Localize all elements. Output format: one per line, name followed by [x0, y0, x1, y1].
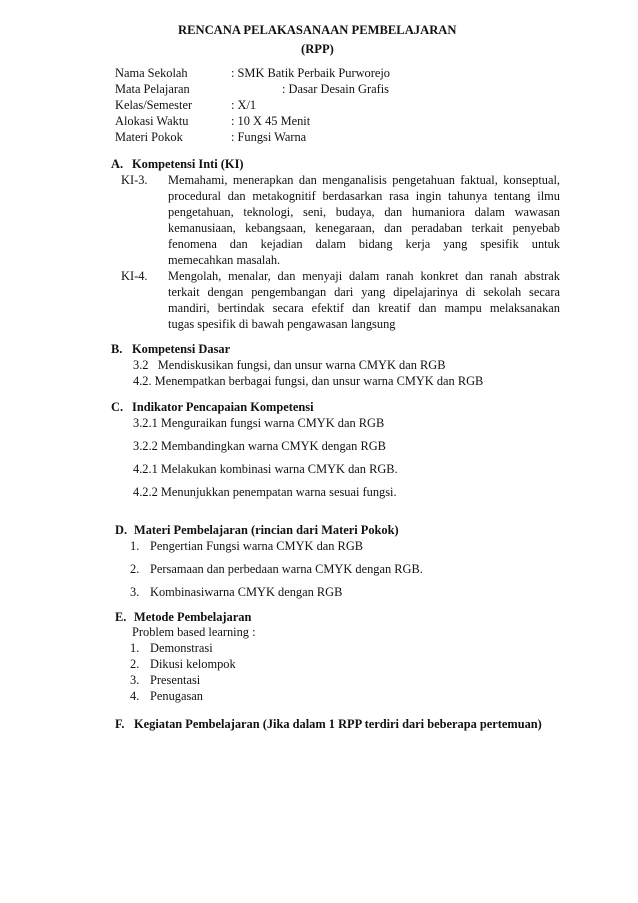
- identity-label: Mata Pelajaran: [115, 82, 190, 96]
- ki3-line: kemanusiaan, kebangsaan, kenegaraan, dan peradaban terkait penyebab: [168, 221, 560, 235]
- identity-value: : 10 X 45 Menit: [231, 114, 311, 128]
- materi-item: Persamaan dan perbedaan warna CMYK dengan RGB.: [150, 562, 423, 576]
- ki3-code: KI-3.: [121, 173, 148, 187]
- ki4-line: mandiri, bertindak secara efektif dan kreatif dan mampu melaksanakan: [168, 301, 560, 315]
- ki3-line: Memahami, menerapkan dan menganalisis pengetahuan faktual, konseptual,: [168, 173, 560, 187]
- identity-value: : SMK Batik Perbaik Purworejo: [231, 66, 391, 80]
- materi-item: Pengertian Fungsi warna CMYK dan RGB: [150, 539, 364, 553]
- metode-number: 1.: [130, 641, 140, 655]
- section-a-title: Kompetensi Inti (KI): [132, 157, 244, 171]
- identity-label: Nama Sekolah: [115, 66, 188, 80]
- identity-value: : Fungsi Warna: [231, 130, 307, 144]
- section-d-letter: D.: [115, 523, 128, 537]
- metode-item: Presentasi: [150, 673, 201, 687]
- metode-item: Demonstrasi: [150, 641, 213, 655]
- materi-number: 1.: [130, 539, 140, 553]
- metode-number: 4.: [130, 689, 140, 703]
- section-e-letter: E.: [115, 610, 127, 624]
- document-subtitle: (RPP): [301, 42, 334, 56]
- metode-number: 3.: [130, 673, 140, 687]
- identity-label: Materi Pokok: [115, 130, 183, 144]
- indikator-item: 4.2.2 Menunjukkan penempatan warna sesuai fungsi.: [133, 485, 397, 499]
- kd-item: 4.2. Menempatkan berbagai fungsi, dan unsur warna CMYK dan RGB: [133, 374, 484, 388]
- ki3-line: fenomena dan kejadian dalam bidang kerja yang spesifik untuk: [168, 237, 560, 251]
- indikator-item: 4.2.1 Melakukan kombinasi warna CMYK dan RGB.: [133, 462, 398, 476]
- materi-number: 3.: [130, 585, 140, 599]
- ki4-line: tugas spesifik di bawah pengawasan langsung: [168, 317, 396, 331]
- section-b-letter: B.: [111, 342, 123, 356]
- section-b-title: Kompetensi Dasar: [132, 342, 231, 356]
- document-title: RENCANA PELAKASANAAN PEMBELAJARAN: [178, 23, 457, 37]
- ki3-line: pengetahuan, teknologi, seni, budaya, dan humaniora dalam wawasan: [168, 205, 560, 219]
- identity-label: Alokasi Waktu: [115, 114, 189, 128]
- metode-number: 2.: [130, 657, 140, 671]
- identity-label: Kelas/Semester: [115, 98, 193, 112]
- section-d-title: Materi Pembelajaran (rincian dari Materi Pokok): [134, 523, 399, 537]
- ki3-line: memecahkan masalah.: [168, 253, 281, 267]
- metode-item: Dikusi kelompok: [150, 657, 236, 671]
- ki4-line: Mengolah, menalar, dan menyaji dalam ranah konkret dan ranah abstrak: [168, 269, 560, 283]
- materi-number: 2.: [130, 562, 140, 576]
- metode-intro: Problem based learning :: [132, 625, 256, 639]
- indikator-item: 3.2.2 Membandingkan warna CMYK dengan RGB: [133, 439, 386, 453]
- metode-item: Penugasan: [150, 689, 203, 703]
- ki4-code: KI-4.: [121, 269, 148, 283]
- ki4-line: terkait dengan pengembangan dari yang dipelajarinya di sekolah secara: [168, 285, 560, 299]
- kd-item: 3.2 Mendiskusikan fungsi, dan unsur warna CMYK dan RGB: [133, 358, 446, 372]
- section-e-title: Metode Pembelajaran: [134, 610, 252, 624]
- section-a-letter: A.: [111, 157, 124, 171]
- section-f-letter: F.: [115, 717, 125, 731]
- ki3-line: procedural dan metakognitif berdasarkan rasa ingin tahunya tentang ilmu: [168, 189, 560, 203]
- identity-value: : X/1: [231, 98, 257, 112]
- materi-item: Kombinasiwarna CMYK dengan RGB: [150, 585, 343, 599]
- indikator-item: 3.2.1 Menguraikan fungsi warna CMYK dan RGB: [133, 416, 385, 430]
- section-c-title: Indikator Pencapaian Kompetensi: [132, 400, 314, 414]
- section-f-title: Kegiatan Pembelajaran (Jika dalam 1 RPP terdiri dari beberapa pertemuan): [134, 717, 542, 731]
- identity-value: : Dasar Desain Grafis: [282, 82, 390, 96]
- section-c-letter: C.: [111, 400, 124, 414]
